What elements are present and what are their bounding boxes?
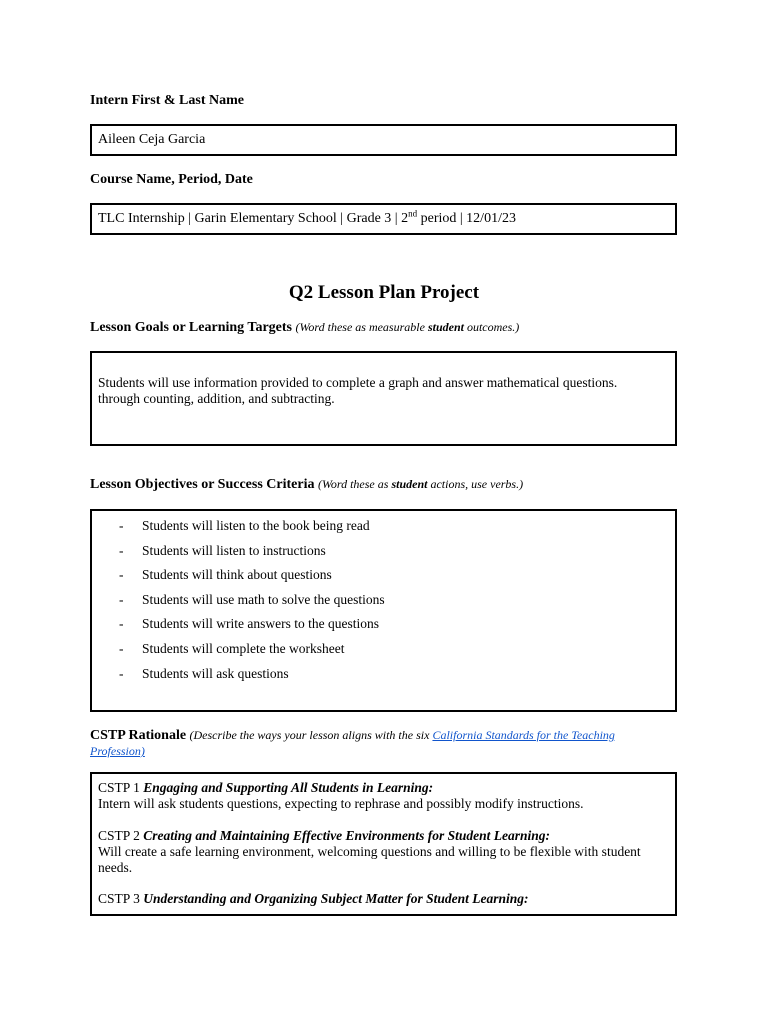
objective-text: Students will listen to instructions	[142, 542, 326, 558]
intern-name-label: Intern First & Last Name	[90, 93, 244, 108]
intern-name-field	[90, 124, 677, 156]
list-item: - Students will complete the worksheet	[119, 640, 345, 656]
cstp-item-number: CSTP 1	[98, 780, 144, 795]
list-item: - Students will ask questions	[119, 665, 289, 681]
goals-text-line-2: through counting, addition, and subtracting.	[98, 391, 335, 406]
objective-text: Students will think about questions	[142, 567, 332, 583]
cstp-item-body: Intern will ask students questions, expecting to rephrase and possibly modify instructions.	[98, 796, 584, 811]
cstp-item-heading: Understanding and Organizing Subject Matter for Student Learning:	[143, 891, 529, 906]
intern-name-value: Aileen Ceja Garcia	[98, 132, 206, 147]
goals-label-row	[90, 320, 519, 336]
objective-text: Students will write answers to the questions	[142, 616, 379, 632]
list-item: - Students will listen to instructions	[119, 542, 326, 558]
cstp-item-number: CSTP 2	[98, 828, 144, 843]
cstp-item-2	[98, 828, 669, 876]
goals-text-line-1: Students will use information provided to complete a graph and answer mathematical questions.	[98, 375, 618, 390]
cstp-item-heading: Creating and Maintaining Effective Environments for Student Learning:	[143, 828, 550, 843]
course-field	[90, 203, 677, 235]
cstp-label-row	[90, 727, 650, 759]
goals-hint-suffix: outcomes.)	[463, 320, 520, 334]
goals-hint-prefix: (Word these as measurable	[295, 320, 428, 334]
list-item: - Students will think about questions	[119, 567, 332, 583]
goals-hint-bold: student	[427, 320, 464, 334]
course-value-sup: nd	[408, 208, 418, 219]
page-title: Q2 Lesson Plan Project	[288, 282, 480, 303]
cstp-item-number: CSTP 3	[98, 891, 144, 906]
objective-text: Students will listen to the book being read	[142, 518, 370, 533]
list-item: - Students will listen to the book being read	[119, 518, 370, 533]
objectives-hint	[318, 477, 523, 491]
list-item: - Students will write answers to the questions	[119, 616, 379, 632]
cstp-hint: (Describe the ways your lesson aligns with the six	[189, 728, 433, 742]
objectives-label: Lesson Objectives or Success Criteria	[90, 477, 315, 492]
objectives-hint-bold: student	[391, 477, 428, 491]
objectives-label-row	[90, 477, 523, 493]
goals-text	[98, 375, 669, 407]
objective-text: Students will complete the worksheet	[142, 640, 345, 656]
objectives-hint-suffix: actions, use verbs.)	[427, 477, 524, 491]
list-item: - Students will use math to solve the questions	[119, 591, 385, 607]
cstp-item-body: Will create a safe learning environment, welcoming questions and willing to be flexible with student needs.	[98, 844, 641, 875]
course-value-main: TLC Internship | Garin Elementary School | Grade 3 | 2	[98, 211, 409, 226]
goals-hint	[296, 320, 520, 334]
course-value-rest: period | 12/01/23	[417, 211, 516, 226]
objective-text: Students will ask questions	[142, 665, 289, 681]
objective-text: Students will use math to solve the questions	[142, 591, 385, 607]
course-label: Course Name, Period, Date	[90, 172, 253, 187]
objectives-list	[92, 516, 385, 688]
goals-box	[90, 351, 677, 446]
cstp-label: CSTP Rationale	[90, 728, 187, 743]
objectives-box	[90, 509, 677, 712]
cstp-box	[90, 772, 677, 916]
cstp-item-heading: Engaging and Supporting All Students in Learning:	[143, 780, 434, 795]
cstp-item-3	[98, 891, 669, 907]
objectives-hint-prefix: (Word these as	[317, 477, 392, 491]
cstp-item-1	[98, 780, 669, 812]
cstp-standards-link[interactable]: California Standards for the Teaching Profession)	[90, 728, 615, 758]
goals-label: Lesson Goals or Learning Targets	[90, 320, 292, 335]
